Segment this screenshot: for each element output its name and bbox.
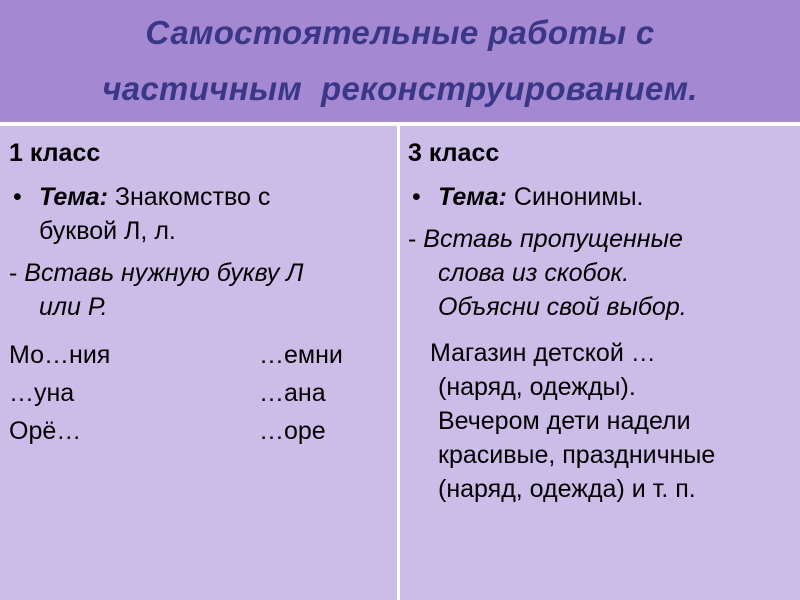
content-table (0, 122, 800, 600)
grade-heading: 1 класс (9, 139, 101, 167)
word-row (9, 374, 387, 412)
word-left: …уна (9, 379, 75, 407)
word-right: …ана (259, 379, 326, 407)
word-right: …емни (259, 341, 343, 369)
bullet-icon: • (412, 183, 421, 211)
task-line-1: Вставь нужную букву Л (24, 259, 304, 287)
topic-label: Тема: (438, 183, 507, 211)
slide-title-line-2: частичным реконструированием. (102, 70, 698, 107)
word-right: …оре (259, 417, 326, 445)
task-dash: - (9, 259, 25, 287)
column-grade-3 (400, 126, 800, 600)
word-left: Мо…ния (9, 341, 111, 369)
task-dash: - (408, 225, 424, 253)
task-instruction (9, 256, 387, 324)
bullet-icon: • (13, 183, 22, 211)
word-row (9, 412, 387, 450)
example-line: (наряд, одежда) и т. п. (438, 475, 696, 503)
title-bar (0, 0, 800, 122)
topic-bullet (408, 180, 790, 214)
topic-text: Синонимы. (506, 183, 644, 211)
topic-label: Тема: (39, 183, 108, 211)
word-left: Орё… (9, 417, 82, 445)
grade-heading: 3 класс (408, 139, 500, 167)
example-line: Магазин детской … (430, 339, 656, 367)
topic-bullet (9, 180, 387, 248)
example-line: красивые, праздничные (438, 441, 716, 469)
topic-text: Знакомство с (107, 183, 271, 211)
task-line-3: Объясни свой выбор. (438, 293, 687, 321)
word-row (9, 336, 387, 374)
column-grade-1 (0, 126, 400, 600)
task-instruction (408, 222, 790, 324)
example-line: Вечером дети надели (438, 407, 691, 435)
task-line-2: слова из скобок. (438, 259, 630, 287)
task-line-2: или Р. (39, 293, 108, 321)
slide-title-line-1: Самостоятельные работы с (145, 14, 655, 51)
example-line: (наряд, одежды). (438, 373, 636, 401)
topic-text-cont: буквой Л, л. (39, 217, 176, 245)
task-line-1: Вставь пропущенные (423, 225, 683, 253)
